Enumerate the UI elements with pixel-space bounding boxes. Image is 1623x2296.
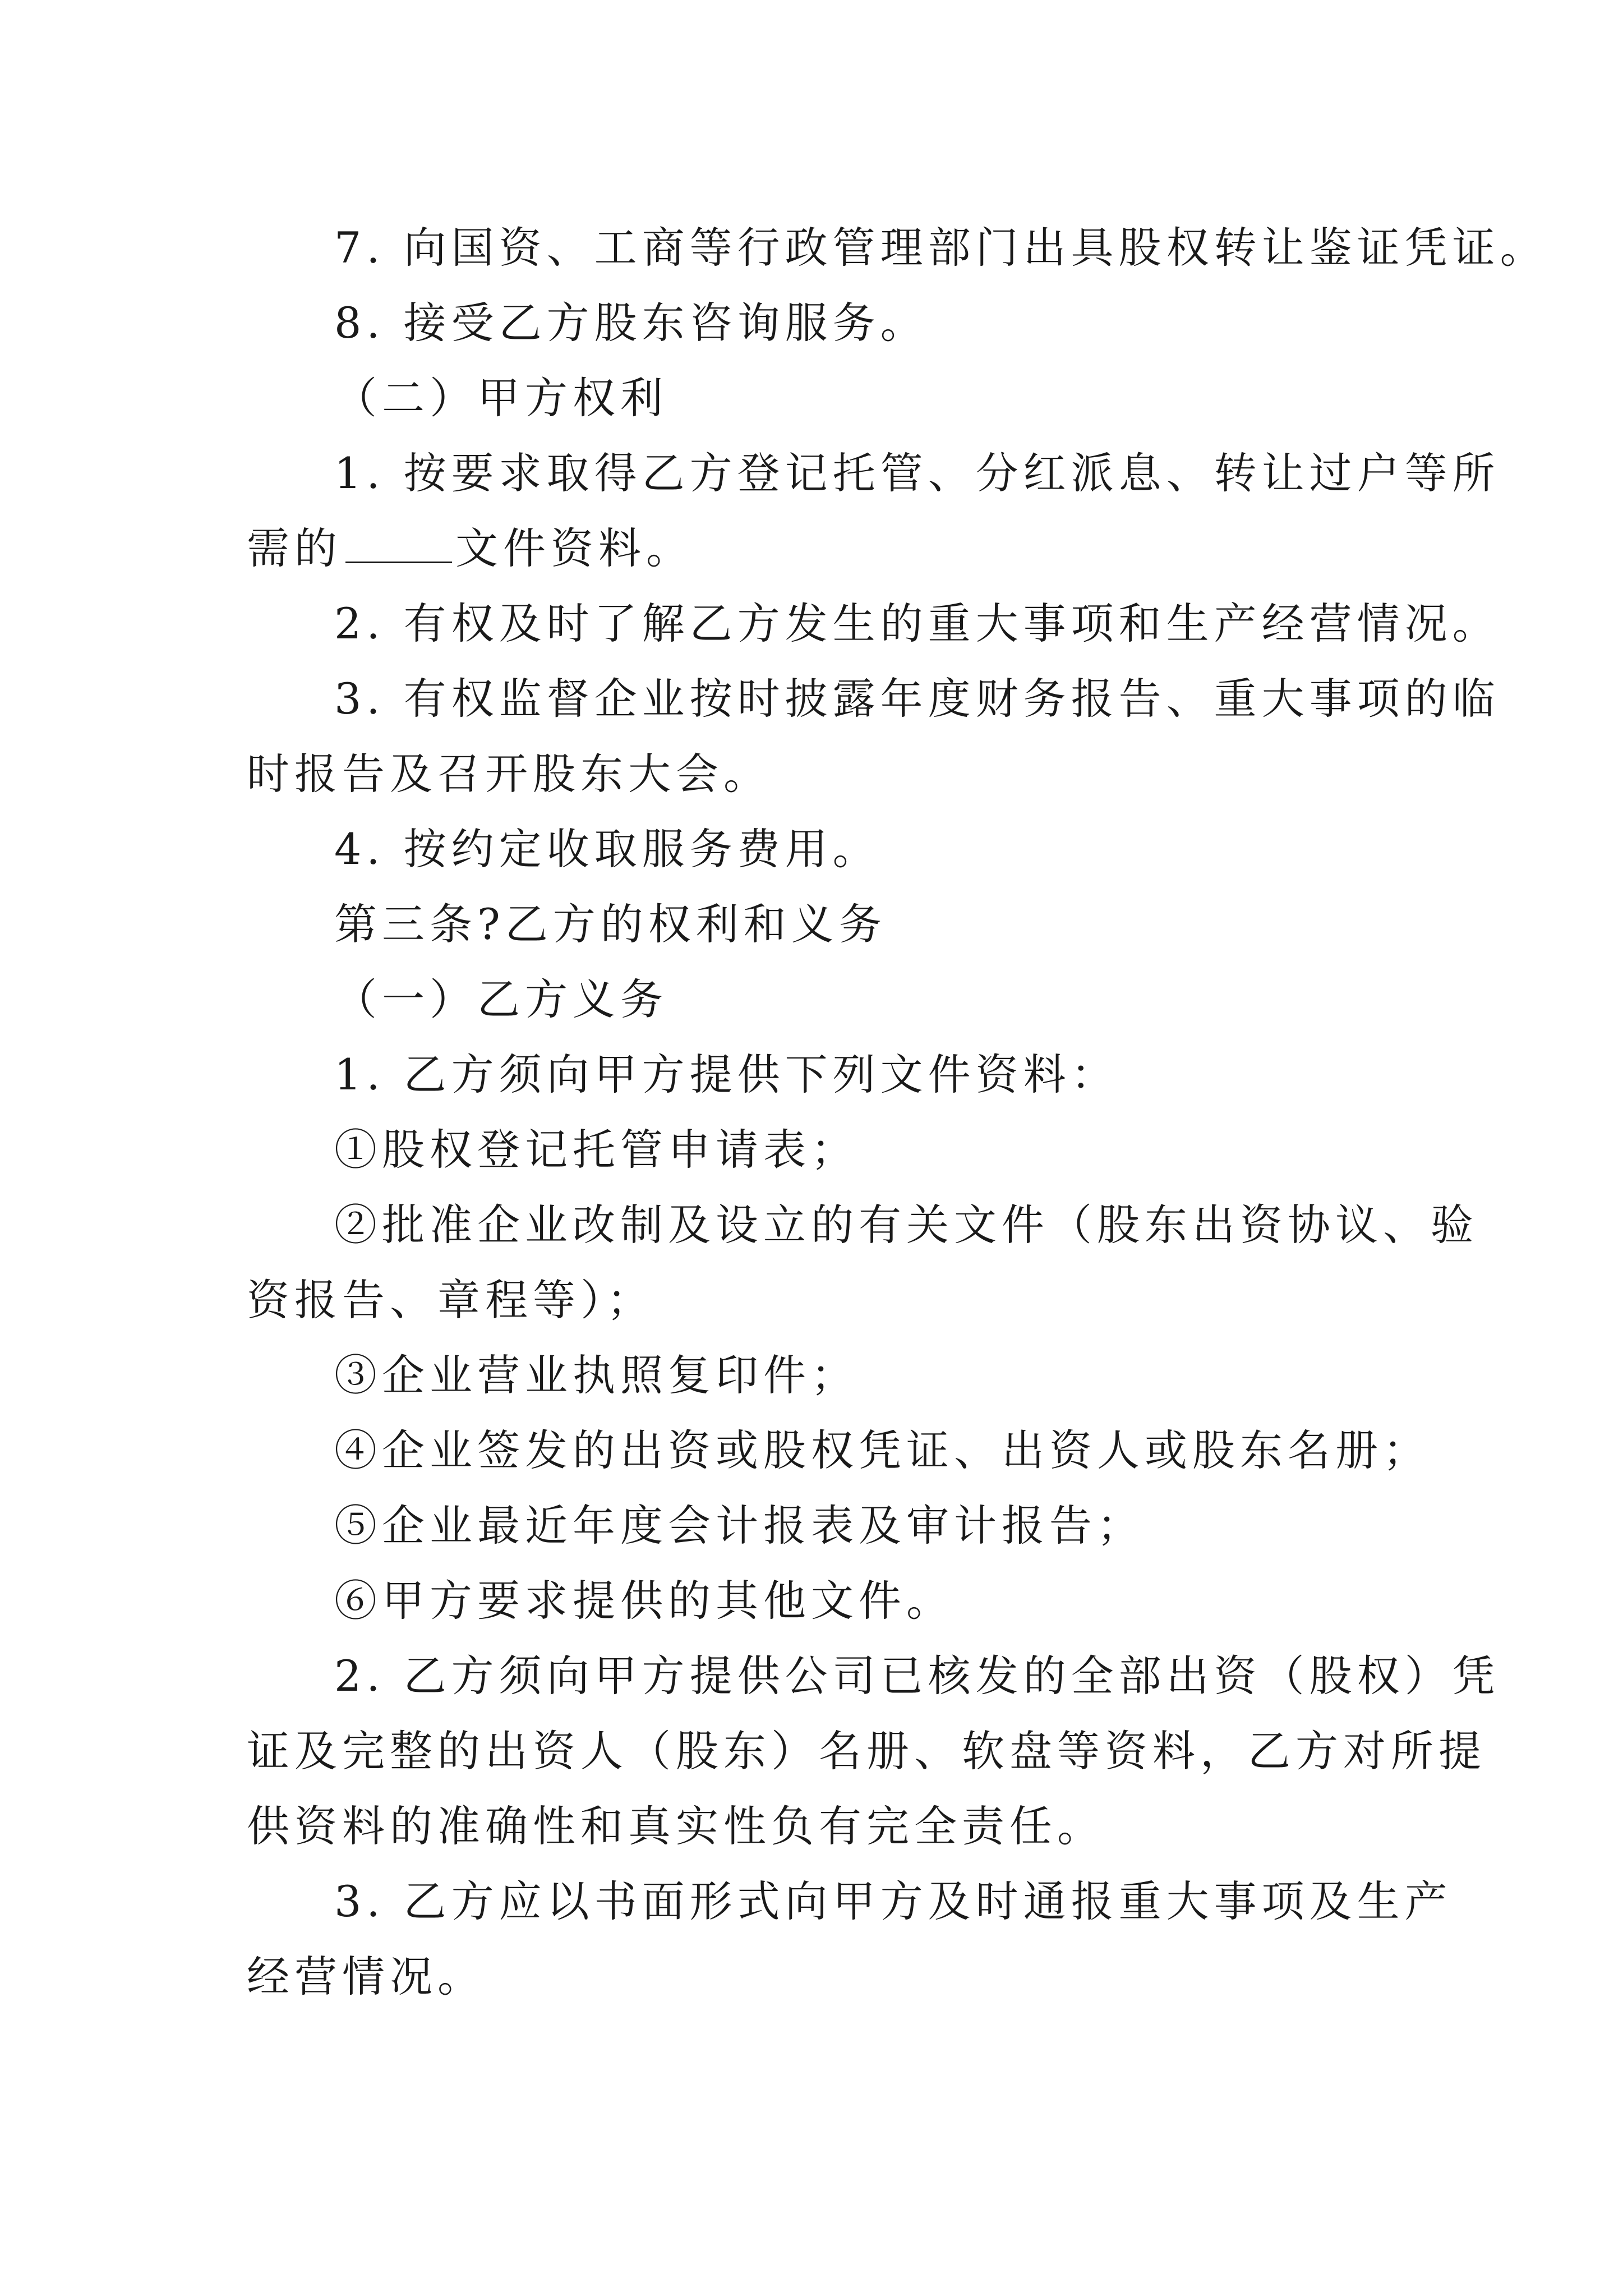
text-line-rights-1: 1. 按要求取得乙方登记托管、分红派息、转让过户等所 [334, 448, 1500, 498]
list-item-2-cont: 资报告、章程等）； [247, 1275, 654, 1325]
text-line-obligations-2-cont: 供资料的准确性和真实性负有完全责任。 [247, 1801, 1105, 1851]
article-heading-3: 第三条?乙方的权利和义务 [334, 899, 887, 949]
list-item-1: ①股权登记托管申请表； [334, 1125, 859, 1175]
text-line-obligations-2: 2. 乙方须向甲方提供公司已核发的全部出资（股权）凭 [334, 1651, 1500, 1701]
list-item-6: ⑥甲方要求提供的其他文件。 [334, 1576, 954, 1626]
text-line-obligations-2-cont: 证及完整的出资人（股东）名册、软盘等资料，乙方对所提 [247, 1726, 1486, 1776]
text-line-rights-3: 3. 有权监督企业按时披露年度财务报告、重大事项的临 [334, 674, 1500, 724]
text-line-rights-3-cont: 时报告及召开股东大会。 [247, 749, 771, 799]
text-line-rights-1-cont [247, 521, 694, 577]
section-heading-party-a-rights: （二）甲方权利 [334, 373, 668, 423]
list-item-5: ⑤企业最近年度会计报表及审计报告； [334, 1501, 1145, 1550]
text-line-rights-4: 4. 按约定收取服务费用。 [334, 824, 880, 874]
text-line-obligations-3: 3. 乙方应以书面形式向甲方及时通报重大事项及生产 [334, 1876, 1453, 1926]
section-heading-party-b-obligations: （一）乙方义务 [334, 974, 668, 1024]
text-line-item-8: 8. 接受乙方股东咨询服务。 [334, 298, 928, 348]
text-line-obligations-3-cont: 经营情况。 [247, 1952, 485, 2001]
text-line-obligations-1: 1. 乙方须向甲方提供下列文件资料： [334, 1050, 1119, 1099]
text-fragment: 需的 [247, 523, 342, 573]
text-line-item-7: 7. 向国资、工商等行政管理部门出具股权转让鉴证凭证。 [334, 223, 1548, 273]
text-fragment: 文件资料。 [455, 523, 694, 573]
list-item-3: ③企业营业执照复印件； [334, 1350, 859, 1400]
list-item-4: ④企业签发的出资或股权凭证、出资人或股东名册； [334, 1425, 1431, 1475]
list-item-2: ②批准企业改制及设立的有关文件（股东出资协议、验 [334, 1200, 1478, 1250]
text-line-rights-2: 2. 有权及时了解乙方发生的重大事项和生产经营情况。 [334, 599, 1500, 648]
fill-in-blank [345, 524, 452, 563]
